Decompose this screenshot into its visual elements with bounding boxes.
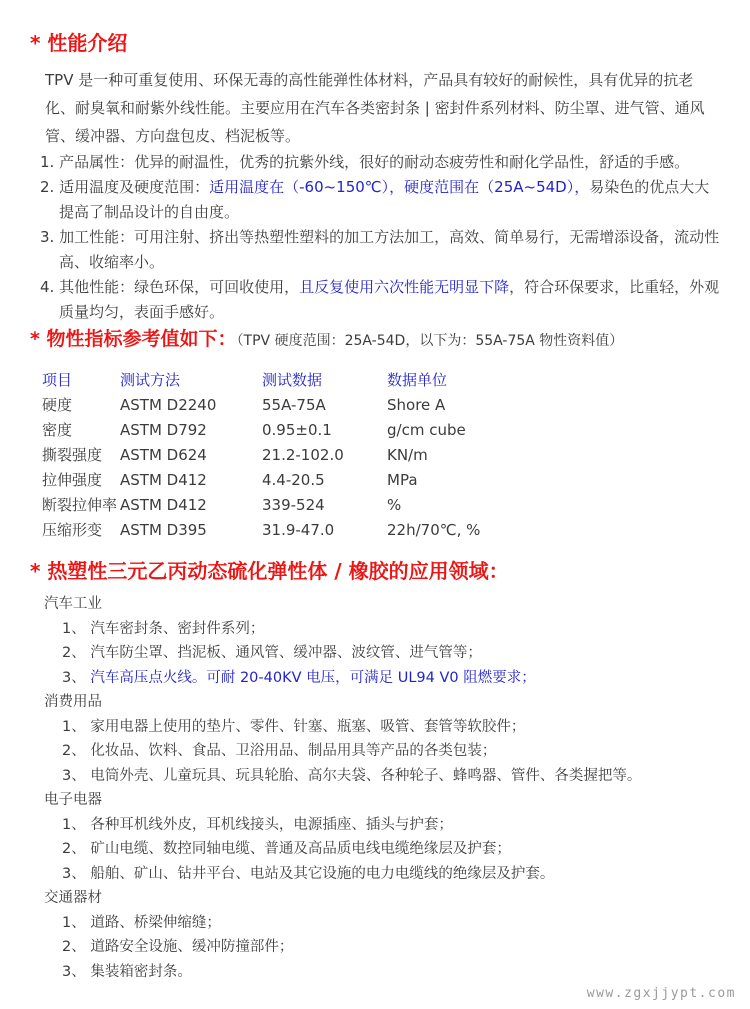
list-item	[62, 911, 722, 936]
list-item	[40, 225, 722, 275]
table-cell: %	[387, 495, 402, 514]
performance-intro: TPV 是一种可重复使用、环保无毒的高性能弹性体材料，产品具有较好的耐候性，具有优异的抗老化、耐臭氧和耐紫外线性能。主要应用在汽车各类密封条 | 密封件系列材料、防尘罩、进气管、通风管、缓冲器、方向盘包皮、档泥板等。	[45, 71, 705, 145]
table-cell: KN/m	[387, 445, 428, 464]
list-item	[62, 862, 722, 887]
list-number: 2.	[40, 178, 60, 196]
list-number: 3、	[62, 963, 91, 980]
list-item	[40, 275, 722, 325]
list-number: 1、	[62, 914, 91, 931]
table-cell: 密度	[42, 421, 73, 439]
table-cell: ASTM D624	[120, 445, 207, 464]
table-cell: 硬度	[42, 396, 73, 414]
text-segment: 其他性能：绿色环保，可回收使用，	[59, 278, 300, 296]
table-cell: 55A-75A	[262, 395, 326, 414]
list-number: 1.	[40, 153, 60, 171]
table-cell: ASTM D395	[120, 520, 207, 539]
table-cell: ASTM D412	[120, 495, 207, 514]
table-cell: 21.2-102.0	[262, 445, 344, 464]
watermark: www.zgxjjypt.com	[586, 986, 736, 1001]
applications-list	[44, 592, 722, 984]
text-segment: 各种耳机线外皮，耳机线接头，电源插座、插头与护套；	[90, 816, 453, 833]
table-cell: Shore A	[387, 395, 446, 414]
list-number: 2、	[62, 743, 91, 759]
list-number: 2、	[62, 645, 91, 661]
list-number: 4.	[40, 278, 60, 296]
table-header-cell: 数据单位	[387, 371, 448, 389]
section-title-performance: * 性能介绍	[30, 31, 128, 55]
app-group	[44, 592, 722, 690]
table-cell: 0.95±0.1	[262, 420, 332, 439]
text-segment: 适用温度在（-60~150℃），硬度范围在（25A~54D），	[209, 178, 590, 196]
list-item	[62, 617, 722, 642]
app-group	[44, 690, 722, 788]
text-segment: 道路、桥梁伸缩缝；	[90, 914, 221, 931]
app-group	[44, 788, 722, 886]
list-item	[62, 935, 722, 960]
list-number: 2、	[62, 939, 91, 955]
list-number: 3.	[40, 228, 60, 246]
text-segment: 矿山电缆、数控同轴电缆、普通及高品质电线电缆绝缘层及护套；	[90, 841, 511, 857]
table-cell: 339-524	[262, 495, 325, 514]
performance-list	[40, 150, 722, 325]
table-cell: ASTM D412	[120, 470, 207, 489]
table-cell: ASTM D792	[120, 420, 207, 439]
table-header-row	[42, 367, 722, 392]
table-cell: 4.4-20.5	[262, 470, 325, 489]
table-row	[42, 442, 722, 467]
list-number: 3、	[62, 669, 91, 686]
text-segment: 集装箱密封条。	[90, 963, 192, 980]
list-number: 2、	[62, 841, 91, 857]
table-cell: MPa	[387, 470, 418, 489]
table-row	[42, 517, 722, 542]
table-cell: 撕裂强度	[42, 446, 103, 464]
list-item	[62, 960, 722, 985]
list-item	[62, 813, 722, 838]
app-group	[44, 886, 722, 984]
list-number: 1、	[62, 816, 91, 833]
list-item	[40, 175, 722, 225]
table-row	[42, 417, 722, 442]
list-item	[62, 641, 722, 666]
properties-table	[42, 367, 722, 542]
section-title-applications: * 热塑性三元乙丙动态硫化弹性体 / 橡胶的应用领域：	[30, 559, 509, 583]
list-item	[62, 715, 722, 740]
table-cell: 断裂拉伸率	[42, 496, 118, 514]
text-segment: 适用温度及硬度范围：	[59, 178, 210, 196]
list-item	[62, 764, 722, 789]
table-header-cell: 项目	[42, 371, 73, 389]
app-group-name: 交通器材	[44, 890, 102, 906]
list-number: 3、	[62, 865, 91, 882]
table-cell: 22h/70℃, %	[387, 520, 481, 539]
section-title-properties-row	[30, 327, 722, 353]
properties-subtitle: （TPV 硬度范围：25A-54D，以下为：55A-75A 物性资料值）	[236, 333, 624, 349]
list-item	[62, 666, 722, 691]
text-segment: 汽车高压点火线。可耐 20-40KV 电压，可满足 UL94 V0 阻燃要求；	[90, 669, 536, 686]
table-header-cell: 测试数据	[262, 371, 323, 389]
section-title-properties: * 物性指标参考值如下：	[30, 328, 237, 350]
text-segment: 产品属性：优异的耐温性，优秀的抗紫外线，很好的耐动态疲劳性和耐化学品性，舒适的手感。	[59, 153, 690, 171]
list-item	[62, 739, 722, 764]
list-item	[62, 837, 722, 862]
list-number: 1、	[62, 718, 91, 735]
list-number: 1、	[62, 620, 91, 637]
table-cell: 压缩形变	[42, 521, 103, 539]
text-segment: 化妆品、饮料、食品、卫浴用品、制品用具等产品的各类包装；	[90, 743, 497, 759]
text-segment: ，符合环保要求，比重轻，外观质量均匀，表面手感好。	[59, 278, 720, 321]
table-row	[42, 467, 722, 492]
table-cell: 拉伸强度	[42, 471, 103, 489]
text-segment: 易染色的优点大大提高了制品设计的自由度。	[59, 178, 710, 221]
table-cell: ASTM D2240	[120, 395, 217, 414]
text-segment: 汽车防尘罩、挡泥板、通风管、缓冲器、波纹管、进气管等；	[90, 645, 482, 661]
app-group-name: 消费用品	[44, 694, 102, 710]
table-row	[42, 492, 722, 517]
app-group-name: 电子电器	[44, 792, 102, 808]
list-item	[40, 150, 722, 175]
text-segment: 加工性能：可用注射、挤出等热塑性塑料的加工方法加工，高效、简单易行，无需增添设备，流动性高、收缩率小。	[59, 228, 720, 271]
table-cell: g/cm cube	[387, 420, 466, 439]
app-group-name: 汽车工业	[44, 596, 102, 612]
text-segment: 汽车密封条、密封件系列；	[90, 620, 265, 637]
text-segment: 家用电器上使用的垫片、零件、针塞、瓶塞、吸管、套管等软胶件；	[90, 718, 526, 735]
text-segment: 船舶、矿山、钻井平台、电站及其它设施的电力电缆线的绝缘层及护套。	[90, 865, 555, 882]
text-segment: 且反复使用六次性能无明显下降	[299, 278, 510, 296]
table-row	[42, 392, 722, 417]
table-header-cell: 测试方法	[120, 371, 181, 389]
text-segment: 电筒外壳、儿童玩具、玩具轮胎、高尔夫袋、各种轮子、蜂鸣器、管件、各类握把等。	[90, 767, 642, 784]
list-number: 3、	[62, 767, 91, 784]
table-cell: 31.9-47.0	[262, 520, 335, 539]
text-segment: 道路安全设施、缓冲防撞部件；	[90, 939, 294, 955]
